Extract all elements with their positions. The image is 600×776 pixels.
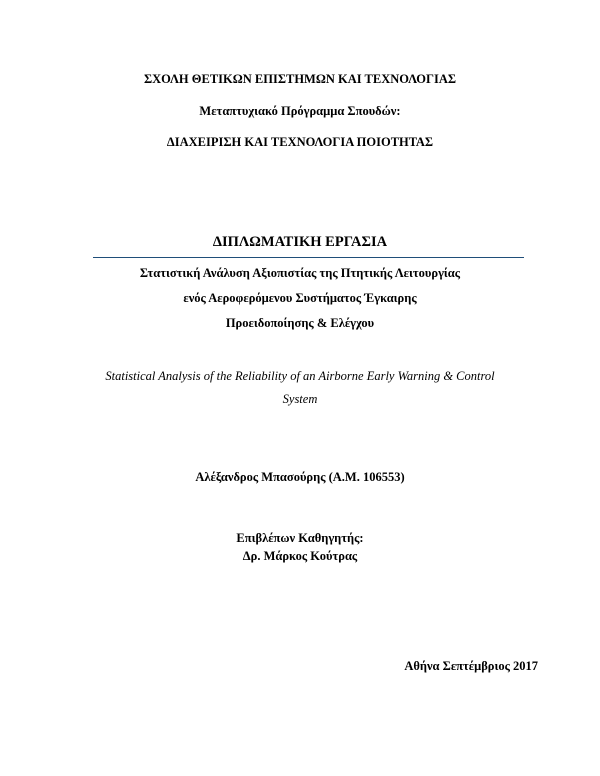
supervisor-label: Επιβλέπων Καθηγητής: bbox=[236, 531, 364, 545]
greek-title-line-2: ενός Αεροφερόμενου Συστήματος Έγκαιρης bbox=[183, 291, 417, 305]
greek-title-line-1: Στατιστική Ανάλυση Αξιοπιστίας της Πτητικής Λειτουργίας bbox=[139, 266, 461, 280]
school-name: ΣΧΟΛΗ ΘΕΤΙΚΩΝ ΕΠΙΣΤΗΜΩΝ ΚΑΙ ΤΕΧΝΟΛΟΓΙΑΣ bbox=[143, 72, 457, 86]
program-label: Μεταπτυχιακό Πρόγραμμα Σπουδών: bbox=[199, 104, 401, 118]
place-and-date: Αθήνα Σεπτέμβριος 2017 bbox=[404, 659, 538, 673]
greek-title-line-3: Προειδοποίησης & Ελέγχου bbox=[225, 316, 375, 330]
thesis-type-heading: ΔΙΠΛΩΜΑΤΙΚΗ ΕΡΓΑΣΙΑ bbox=[212, 234, 388, 250]
english-title-line-2: System bbox=[282, 392, 318, 406]
author-name: Αλέξανδρος Μπασούρης (Α.Μ. 106553) bbox=[195, 470, 405, 484]
english-title-line-1: Statistical Analysis of the Reliability of an Airborne Early Warning & Control bbox=[105, 369, 495, 383]
program-name: ΔΙΑΧΕΙΡΙΣΗ ΚΑΙ ΤΕΧΝΟΛΟΓΙΑ ΠΟΙΟΤΗΤΑΣ bbox=[166, 135, 434, 149]
supervisor-name: Δρ. Μάρκος Κούτρας bbox=[242, 549, 358, 563]
heading-divider bbox=[93, 257, 524, 258]
